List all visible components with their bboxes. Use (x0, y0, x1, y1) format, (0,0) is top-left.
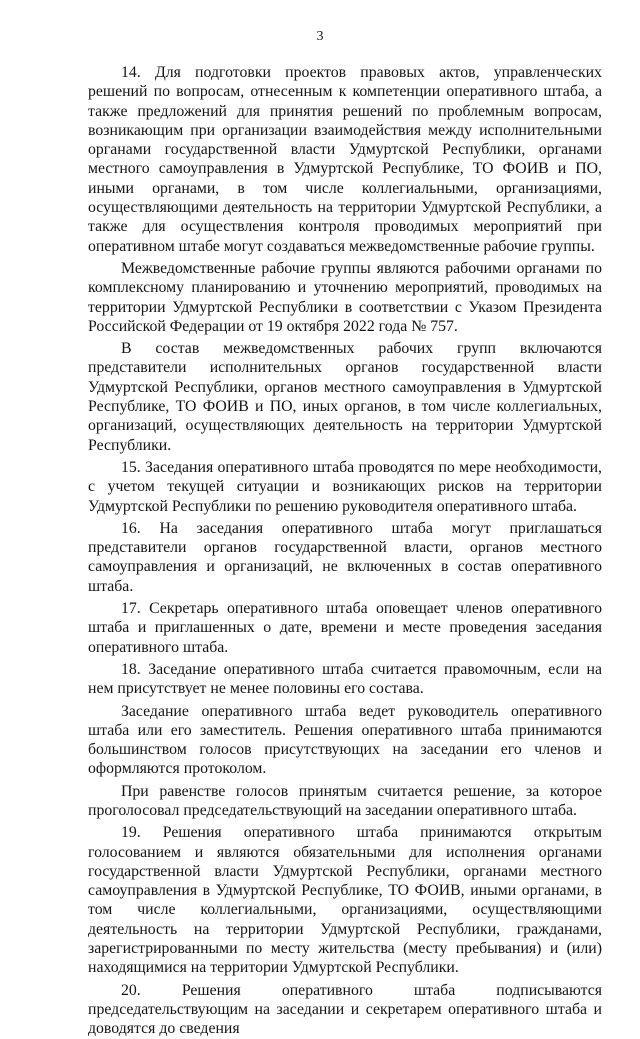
paragraph-20: 20. Решения оперативного штаба подписываются председательствующим на заседании и секретарем оперативного штаба и доводятся до сведения (88, 981, 602, 1038)
paragraph-tie-vote: При равенстве голосов принятым считается решение, за которое проголосовал председательствующий на заседании оперативного штаба. (88, 782, 602, 819)
paragraph-working-groups-role: Межведомственные рабочие группы являются рабочими органами по комплексному планированию и уточнению мероприятий, проводимых на территории Удмуртской Республики в соответствии с Указом Президента Российской Федерации от 19 октября 2022 года № 757. (88, 259, 602, 335)
paragraph-17: 17. Секретарь оперативного штаба оповещает членов оперативного штаба и приглашенных о дате, времени и месте проведения заседания оперативного штаба. (88, 600, 602, 656)
paragraph-meeting-chair: Заседание оперативного штаба ведет руководитель оперативного штаба или его заместитель. Решения оперативного штаба принимаются большинством голосов присутствующих на заседании его членов и оформляются протоколом. (88, 702, 602, 778)
paragraph-16: 16. На заседания оперативного штаба могут приглашаться представители органов государственной власти, органов местного самоуправления и организаций, не включенных в состав оперативного штаба. (88, 519, 602, 595)
paragraph-18: 18. Заседание оперативного штаба считается правомочным, если на нем присутствует не менее половины его состава. (88, 660, 602, 698)
paragraph-15: 15. Заседания оперативного штаба проводятся по мере необходимости, с учетом текущей ситуации и возникающих рисков на территории Удмуртской Республики по решению руководителя оперативного штаба. (88, 458, 602, 515)
page-number: 3 (316, 29, 324, 44)
paragraph-working-groups-composition: В состав межведомственных рабочих групп включаются представители исполнительных органов государственной власти Удмуртской Республики, органов местного самоуправления в Удмуртской Республике, ТО ФОИВ и ПО, иных органов, в том числе коллегиальных, организаций, осуществляющих деятельность на территории Удмуртской Республики. (88, 340, 602, 454)
paragraph-14: 14. Для подготовки проектов правовых актов, управленческих решений по вопросам, отнесенным к компетенции оперативного штаба, а также предложений для принятия решений по проблемным вопросам, возникающим при организации взаимодействия между исполнительными органами государственной власти Удмуртской Республики, органами местного самоуправления в Удмуртской Республике, ТО ФОИВ и ПО, иными органами, в том числе коллегиальными, организациями, осуществляющими деятельность на территории Удмуртской Республики, а также для осуществления контроля проводимых мероприятий при оперативном штабе могут создаваться межведомственные рабочие группы. (88, 64, 602, 255)
paragraph-19: 19. Решения оперативного штаба принимаются открытым голосованием и являются обязательными для исполнения органами государственной власти Удмуртской Республики, органами местного самоуправления в Удмуртской Республике, ТО ФОИВ, иными органами, в том числе коллегиальными, организациями, осуществляющими деятельность на территории Удмуртской Республики, гражданами, зарегистрированными по месту жительства (месту пребывания) и (или) находящимися на территории Удмуртской Республики. (88, 824, 602, 977)
document-body (88, 63, 602, 1038)
